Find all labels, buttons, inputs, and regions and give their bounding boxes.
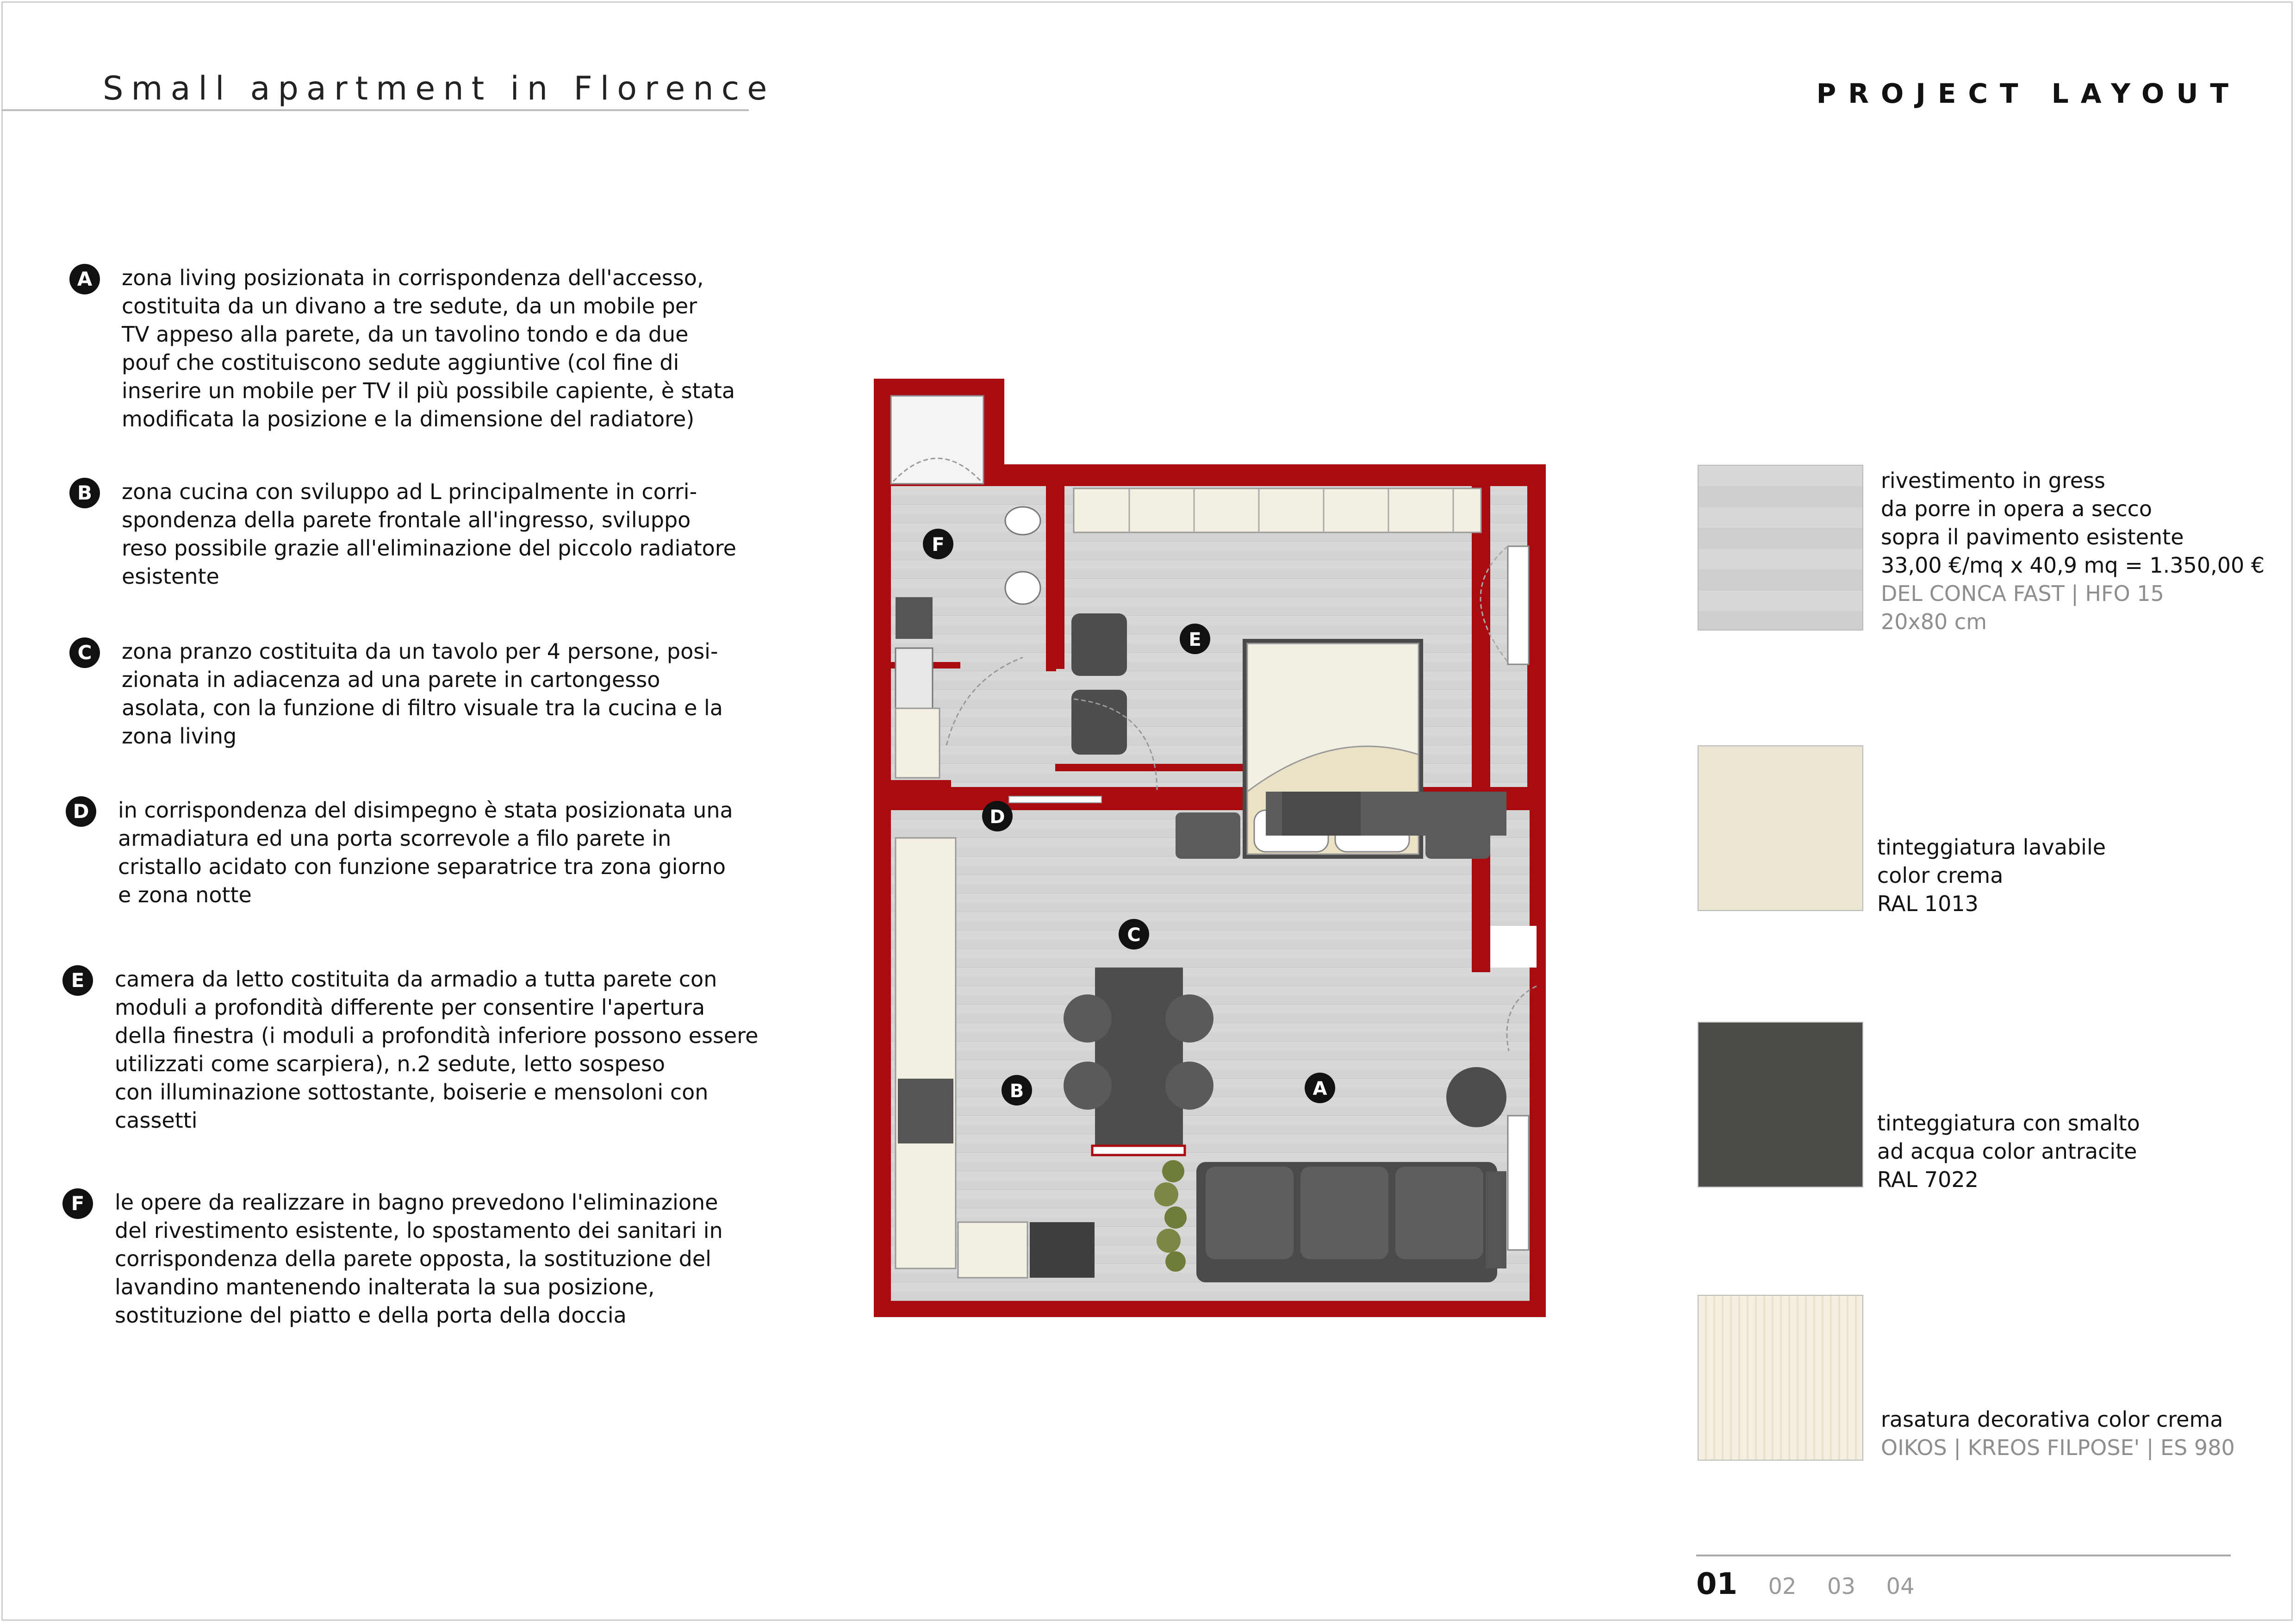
plan-label-e: E [1188,629,1201,650]
note-c-text: zona pranzo costituita da un tavolo per 4 persone, posi- zionata in adiacenza ad una parete in cartongesso asolata, con la funzione di filtro visuale tra la cucina e la zona living [122,639,723,749]
badge-b: B [69,478,100,508]
material-rasatura-line-1: rasatura decorativa color crema [1881,1407,2223,1432]
section-title: PROJECT LAYOUT [1816,78,2240,109]
note-d-text: in corrispondenza del disimpegno è stata posizionata una armadiatura ed una porta scorrevole a filo parete in cristallo acidato con funzione separatrice tra zona giorno e zona notte [118,798,733,907]
plan-label-c: C [1127,924,1141,946]
page-link-04[interactable]: 04 [1886,1574,1915,1599]
swatch-gres [1698,465,1863,631]
page-link-01[interactable]: 01 [1696,1567,1738,1601]
material-crema [1877,833,2106,918]
note-f [62,1188,784,1330]
bidet [1005,572,1040,604]
material-gres [1881,467,2265,636]
badge-d: D [66,796,96,827]
nightstand-left [1176,812,1240,859]
note-a-text: zona living posizionata in corrispondenza dell'accesso, costituita da un divano a tre sedute, da un mobile per TV appeso alla parete, da un tavolino tondo e da due pouf che costituiscono sedute aggiuntive (col fine di inserire un mobile per TV il più possibile capiente, è stata modificata la posizione e la dimensione del radiatore) [122,265,735,431]
kitchen-counter [896,838,956,1268]
page-link-02[interactable]: 02 [1768,1574,1797,1599]
chair-1 [1071,613,1127,676]
swatch-crema [1698,745,1863,911]
material-crema-line-1: tinteggiatura lavabile [1877,835,2106,860]
note-c [69,637,764,750]
material-gres-line-3: sopra il pavimento esistente [1881,525,2184,550]
plan-label-a: A [1313,1078,1327,1099]
floor-plan [870,375,1550,1324]
plan-label-f: F [932,534,945,556]
material-gres-price: 33,00 €/mq x 40,9 mq = 1.350,00 € [1881,553,2265,578]
material-rasatura-product: OIKOS | KREOS FILPOSE' | ES 980 [1881,1435,2235,1460]
material-gres-product: DEL CONCA FAST | HFO 15 [1881,581,2164,606]
chair-2 [1071,690,1127,755]
coffee-table [1446,1067,1506,1127]
note-e [62,965,784,1135]
plan-label-d: D [989,806,1005,828]
material-antracite-code: RAL 7022 [1877,1167,1979,1192]
wardrobe [1074,488,1481,532]
note-d [66,796,769,909]
badge-f: F [62,1188,93,1219]
wc [1005,507,1040,535]
note-f-text: le opere da realizzare in bagno prevedono l'eliminazione del rivestimento esistente, lo spostamento dei sanitari in corrispondenza della parete opposta, la sostituzione del lavandino mantenendo inalterata la sua posizione, sostituzione del piatto e della porta della doccia [115,1190,723,1328]
badge-e: E [62,965,93,996]
material-gres-line-1: rivestimento in gress [1881,468,2105,493]
note-e-text: camera da letto costituita da armadio a tutta parete con moduli a profondità differente per consentire l'apertura della finestra (i moduli a profondità inferiore possono essere utilizzati come scarpiera), n.2 sedute, letto sospeso con illuminazione sottostante, boiserie e mensoloni con cassetti [115,967,759,1133]
swatch-rasatura [1698,1295,1863,1461]
material-gres-size: 20x80 cm [1881,609,1987,634]
note-b [69,478,764,591]
page-link-03[interactable]: 03 [1827,1574,1856,1599]
page-title: Small apartment in Florence [103,69,775,107]
material-crema-line-2: color crema [1877,863,2004,888]
swatch-antracite [1698,1022,1863,1187]
page-navigation [1696,1567,1937,1601]
dining-table [1095,968,1183,1148]
note-a [69,264,764,433]
pager-divider [1696,1555,2231,1556]
material-rasatura [1881,1405,2235,1462]
note-b-text: zona cucina con sviluppo ad L principalmente in corri- spondenza della parete frontale all'ingresso, sviluppo reso possibile grazie all'eliminazione del piccolo radiatore esistente [122,479,736,589]
material-antracite-line-1: tinteggiatura con smalto [1877,1111,2140,1136]
material-antracite [1877,1109,2140,1194]
badge-a: A [69,264,100,294]
material-antracite-line-2: ad acqua color antracite [1877,1139,2137,1164]
cooktop [898,1079,953,1143]
plan-label-b: B [1009,1081,1024,1102]
material-crema-code: RAL 1013 [1877,891,1979,916]
title-underline [1,109,749,111]
fridge [1030,1222,1095,1278]
badge-c: C [69,637,100,668]
material-gres-line-2: da porre in opera a secco [1881,496,2153,521]
